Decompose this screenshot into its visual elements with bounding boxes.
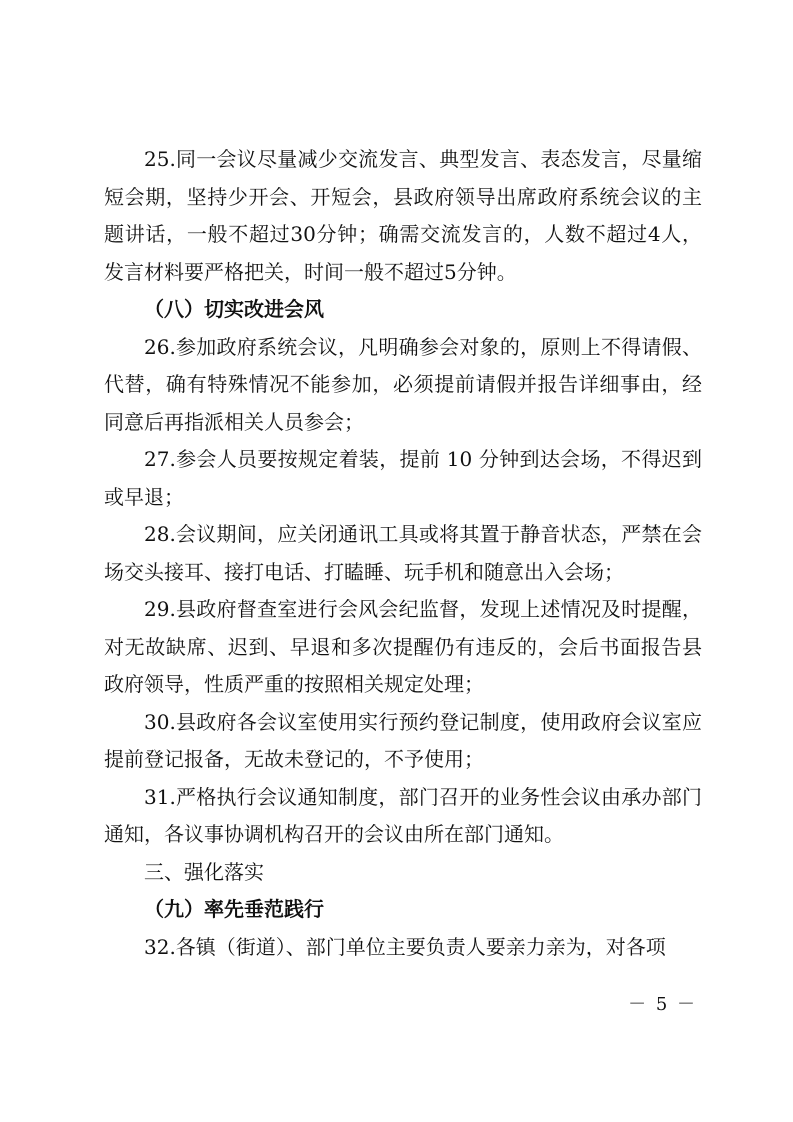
paragraph-31: 31.严格执行会议通知制度，部门召开的业务性会议由承办部门通知，各议事协调机构召开的会议由所在部门通知。 bbox=[104, 784, 702, 846]
page-number: － 5 － bbox=[628, 994, 697, 1015]
paragraph-32: 32.各镇（街道）、部门单位主要负责人要亲力亲为，对各项 bbox=[144, 934, 666, 959]
paragraph-25: 25.同一会议尽量减少交流发言、典型发言、表态发言，尽量缩短会期，坚持少开会、开短会，县政府领导出席政府系统会议的主题讲话，一般不超过30分钟；确需交流发言的，人数不超过4人，发言材料要严格把关，时间一般不超过5分钟。 bbox=[104, 147, 702, 284]
paragraph-27: 27.参会人员要按规定着装，提前 10 分钟到达会场，不得迟到或早退； bbox=[104, 447, 702, 509]
section-heading-9: （九）率先垂范践行 bbox=[144, 897, 324, 921]
chapter-heading-3: 三、强化落实 bbox=[144, 859, 264, 884]
section-heading-8: （八）切实改进会风 bbox=[144, 297, 324, 321]
paragraph-29: 29.县政府督查室进行会风会纪监督，发现上述情况及时提醒，对无故缺席、迟到、早退和多次提醒仍有违反的，会后书面报告县政府领导，性质严重的按照相关规定处理； bbox=[104, 597, 702, 696]
paragraph-28: 28.会议期间，应关闭通讯工具或将其置于静音状态，严禁在会场交头接耳、接打电话、打瞌睡、玩手机和随意出入会场； bbox=[104, 522, 702, 584]
paragraph-26: 26.参加政府系统会议，凡明确参会对象的，原则上不得请假、代替，确有特殊情况不能参加，必须提前请假并报告详细事由，经同意后再指派相关人员参会； bbox=[104, 334, 702, 434]
paragraph-30: 30.县政府各会议室使用实行预约登记制度，使用政府会议室应提前登记报备，无故未登记的，不予使用； bbox=[104, 709, 702, 771]
document-body bbox=[104, 141, 702, 966]
